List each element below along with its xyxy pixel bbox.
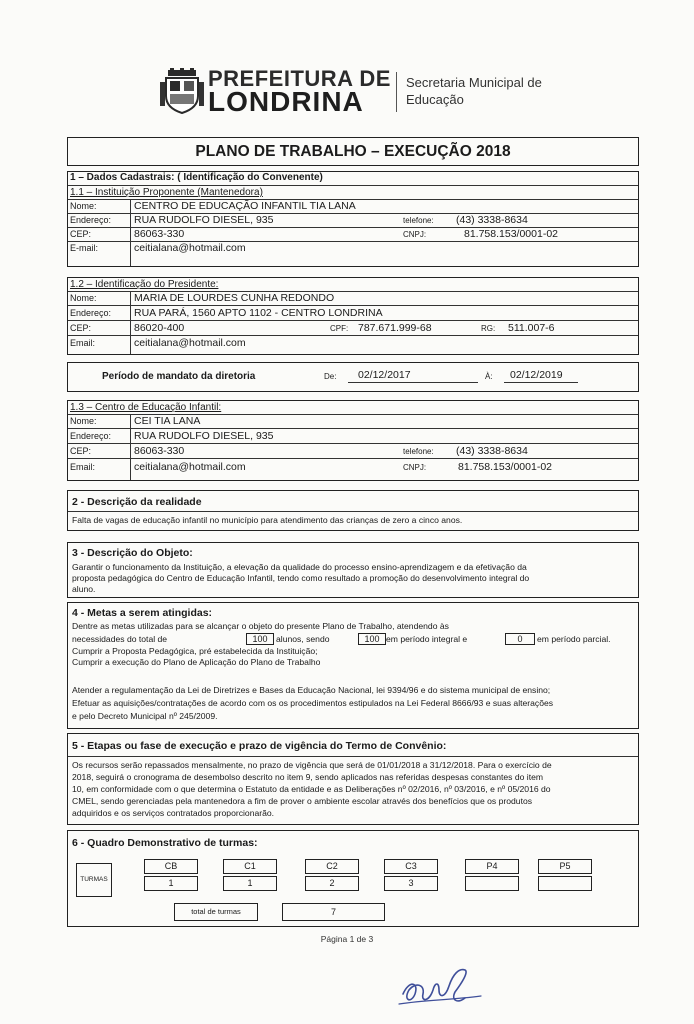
turma-count: 1	[223, 876, 277, 891]
telefone-label: telefone:	[403, 447, 434, 456]
nome-label: Nome:	[70, 293, 97, 303]
brand-line-2: LONDRINA	[208, 86, 364, 117]
cei-email: ceitialana@hotmail.com	[134, 461, 246, 473]
nome-label: Nome:	[70, 201, 97, 211]
cei-cep: 86063-330	[134, 445, 185, 457]
total-turmas-label: total de turmas	[174, 903, 258, 921]
section-2-heading: 2 - Descrição da realidade	[72, 496, 202, 508]
cep-label: CEP:	[70, 229, 92, 239]
mandato-de: 02/12/2017	[358, 369, 411, 381]
email-label: Email:	[70, 462, 96, 472]
section-1-2-box	[67, 277, 639, 355]
section-3-line-3: aluno.	[72, 584, 96, 594]
section-4-line-1: Dentre as metas utilizadas para se alcançar o objeto do presente Plano de Trabalho, atendendo às	[72, 621, 449, 631]
section-5-line-3: 10, em conformidade com o que determina o Estatuto da entidade e as Deliberações nº 02/2016, nº 03/2016, e nº 05/2016 do	[72, 784, 551, 794]
section-3-heading: 3 - Descrição do Objeto:	[72, 547, 193, 559]
rg-label: RG:	[481, 324, 496, 333]
email-label: E-mail:	[70, 243, 99, 253]
turma-count: 1	[144, 876, 198, 891]
convenente-telefone: (43) 3338-8634	[456, 214, 528, 226]
section-3-box	[67, 542, 639, 598]
mandato-label: Período de mandato da diretoria	[102, 371, 256, 382]
cep-label: CEP:	[70, 446, 92, 456]
brand-line-1: PREFEITURA DE	[208, 66, 391, 91]
cei-telefone: (43) 3338-8634	[456, 445, 528, 457]
cnpj-label: CNPJ:	[403, 230, 427, 239]
section-5-line-1: Os recursos serão repassados mensalmente, no prazo de vigência que será de 01/01/2018 a 31/12/2018. Para o exercício de	[72, 760, 552, 770]
email-label: Email:	[70, 338, 96, 348]
presidente-nome: MARIA DE LOURDES CUNHA REDONDO	[134, 292, 335, 304]
cep-label: CEP:	[70, 323, 92, 333]
section-3-line-2: proposta pedagógica do Centro de Educação Infantil, tendo como resultado a promoção do desenvolvimento integral do	[72, 573, 530, 583]
periodo-parcial-label: em período parcial.	[537, 634, 611, 644]
section-4-box	[67, 602, 639, 729]
mandato-a: 02/12/2019	[510, 369, 563, 381]
presidente-rg: 511.007-6	[508, 322, 555, 334]
turma-count: 2	[305, 876, 359, 891]
presidente-cpf: 787.671.999-68	[358, 322, 432, 334]
section-5-line-2: 2018, seguirá o cronograma de desembolso descrito no item 9, sendo aplicados nas referidas despesas constantes do item	[72, 772, 544, 782]
section-4-heading: 4 - Metas a serem atingidas:	[72, 607, 213, 619]
turma-count	[465, 876, 519, 891]
a-label: À:	[485, 372, 493, 381]
section-4-line-7: e pelo Decreto Municipal nº 245/2009.	[72, 711, 218, 721]
section-2-text: Falta de vagas de educação infantil no município para atendimento das crianças de zero a cinco anos.	[72, 515, 463, 525]
convenente-nome: CENTRO DE EDUCAÇÃO INFANTIL TIA LANA	[134, 200, 356, 212]
turma-count: 3	[384, 876, 438, 891]
convenente-email: ceitialana@hotmail.com	[134, 242, 246, 254]
endereco-label: Endereço:	[70, 215, 112, 225]
section-1-box	[67, 171, 639, 267]
section-2-box	[67, 490, 639, 531]
section-1-heading: 1 – Dados Cadastrais: ( Identificação do Convenente)	[70, 172, 323, 183]
section-5-line-5: adquiridos e os serviços contratados proporcionarão.	[72, 808, 275, 818]
section-6-heading: 6 - Quadro Demonstrativo de turmas:	[72, 837, 258, 849]
section-3-line-1: Garantir o funcionamento da Instituição, a elevação da qualidade do processo ensino-aprendizagem e da efetivação da	[72, 562, 527, 572]
section-5-heading: 5 - Etapas ou fase de execução e prazo de vigência do Termo de Convênio:	[72, 740, 447, 752]
section-5-box	[67, 733, 639, 825]
periodo-parcial-box: 0	[505, 633, 535, 645]
turma-name: P5	[538, 859, 592, 874]
presidente-cep: 86020-400	[134, 322, 185, 334]
turma-name: C3	[384, 859, 438, 874]
section-1-3-heading: 1.3 – Centro de Educação Infantil:	[70, 402, 222, 413]
presidente-email: ceitialana@hotmail.com	[134, 337, 246, 349]
cpf-label: CPF:	[330, 324, 349, 333]
section-4-necessidades: necessidades do total de	[72, 634, 168, 644]
section-1-1-heading: 1.1 – Instituição Proponente (Mantenedora)	[70, 187, 263, 198]
periodo-integral-label: em período integral e	[386, 634, 468, 644]
nome-label: Nome:	[70, 416, 97, 426]
section-5-line-4: CMEL, sendo gerenciadas pela mantenedora a fim de prover o ambiente escolar através dos benefícios que os produtos	[72, 796, 533, 806]
section-1-2-heading: 1.2 – Identificação do Presidente:	[70, 279, 219, 290]
section-1-3-box	[67, 400, 639, 481]
section-4-line-3: Cumprir a Proposta Pedagógica, pré estabelecida da Instituição;	[72, 646, 318, 656]
turma-name: P4	[465, 859, 519, 874]
alunos-sendo-label: alunos, sendo	[276, 634, 330, 644]
page-number: Página 1 de 3	[320, 934, 374, 944]
turma-name: CB	[144, 859, 198, 874]
title-box	[67, 137, 639, 166]
endereco-label: Endereço:	[70, 431, 112, 441]
de-label: De:	[324, 372, 337, 381]
periodo-integral-box: 100	[358, 633, 386, 645]
secretaria-line-1: Secretaria Municipal de	[406, 75, 542, 90]
city-coat-of-arms-icon	[160, 68, 204, 114]
cnpj-label: CNPJ:	[403, 463, 427, 472]
turmas-label: TURMAS	[76, 863, 112, 897]
page-title: PLANO DE TRABALHO – EXECUÇÃO 2018	[195, 143, 511, 160]
cei-endereco: RUA RUDOLFO DIESEL, 935	[134, 430, 274, 442]
endereco-label: Endereço:	[70, 308, 112, 318]
section-4-line-5: Atender a regulamentação da Lei de Diretrizes e Bases da Educação Nacional, lei 9394/96 e do sistema municipal de ensino;	[72, 685, 551, 695]
convenente-cnpj: 81.758.153/0001-02	[464, 228, 559, 240]
convenente-cep: 86063-330	[134, 228, 185, 240]
section-4-line-4: Cumprir a execução do Plano de Aplicação do Plano de Trabalho	[72, 657, 321, 667]
cei-nome: CEI TIA LANA	[134, 415, 201, 427]
section-4-line-6: Efetuar as aquisições/contratações de acordo com os os procedimentos estipulados na Lei Federal 8666/93 e suas alterações	[72, 698, 554, 708]
section-6-box	[67, 830, 639, 927]
mandato-box	[67, 362, 639, 392]
turma-name: C2	[305, 859, 359, 874]
convenente-endereco: RUA RUDOLFO DIESEL, 935	[134, 214, 274, 226]
telefone-label: telefone:	[403, 216, 434, 225]
secretaria-line-2: Educação	[406, 92, 464, 107]
total-turmas-value: 7	[282, 903, 385, 921]
total-alunos-box: 100	[246, 633, 274, 645]
presidente-endereco: RUA PARÁ, 1560 APTO 1102 - CENTRO LONDRINA	[134, 307, 383, 319]
turma-name: C1	[223, 859, 277, 874]
header-divider	[396, 72, 397, 112]
handwritten-signature	[395, 960, 485, 1012]
turma-count	[538, 876, 592, 891]
cei-cnpj: 81.758.153/0001-02	[458, 461, 553, 473]
